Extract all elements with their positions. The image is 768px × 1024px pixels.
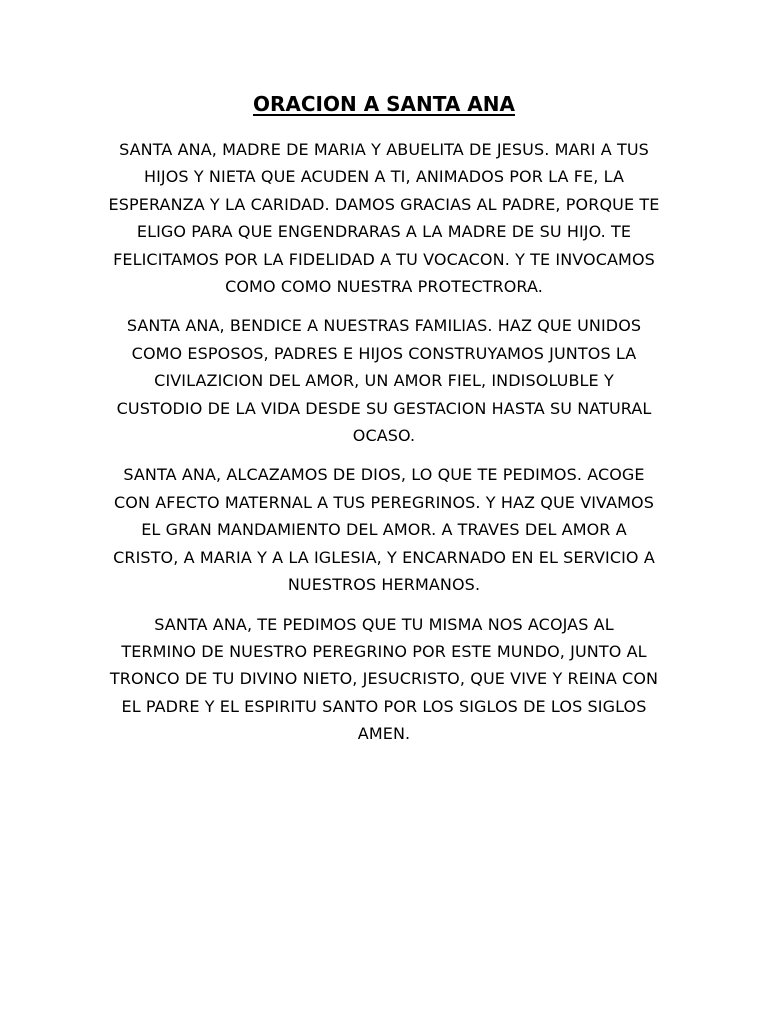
paragraph-line: ELIGO PARA QUE ENGENDRARAS A LA MADRE DE SU HIJO. TE bbox=[136, 222, 632, 242]
paragraph-line: EL GRAN MANDAMIENTO DEL AMOR. A TRAVES DEL AMOR A bbox=[141, 520, 627, 540]
paragraph-line: SANTA ANA, ALCAZAMOS DE DIOS, LO QUE TE PEDIMOS. ACOGE bbox=[123, 465, 645, 485]
paragraph-line: AMEN. bbox=[357, 724, 411, 744]
paragraph-line: CRISTO, A MARIA Y A LA IGLESIA, Y ENCARNADO EN EL SERVICIO A bbox=[113, 547, 655, 567]
paragraph-line: CON AFECTO MATERNAL A TUS PEREGRINOS. Y HAZ QUE VIVAMOS bbox=[114, 492, 654, 512]
paragraph-2 bbox=[100, 312, 668, 449]
paragraph-3 bbox=[100, 461, 668, 598]
paragraph-line: COMO ESPOSOS, PADRES E HIJOS CONSTRUYAMOS JUNTOS LA bbox=[131, 343, 637, 363]
prayer-body bbox=[100, 136, 668, 760]
paragraph-line: CUSTODIO DE LA VIDA DESDE SU GESTACION HASTA SU NATURAL bbox=[116, 398, 652, 418]
paragraph-line: SANTA ANA, TE PEDIMOS QUE TU MISMA NOS ACOJAS AL bbox=[154, 614, 614, 634]
paragraph-line: CIVILAZICION DEL AMOR, UN AMOR FIEL, INDISOLUBLE Y bbox=[154, 371, 614, 391]
paragraph-line: TERMINO DE NUESTRO PEREGRINO POR ESTE MUNDO, JUNTO AL bbox=[121, 641, 647, 661]
paragraph-line: HIJOS Y NIETA QUE ACUDEN A TI, ANIMADOS POR LA FE, LA bbox=[143, 167, 625, 187]
paragraph-line: TRONCO DE TU DIVINO NIETO, JESUCRISTO, QUE VIVE Y REINA CON bbox=[109, 669, 659, 689]
paragraph-line: FELICITAMOS POR LA FIDELIDAD A TU VOCACON. Y TE INVOCAMOS bbox=[113, 249, 655, 269]
paragraph-line: EL PADRE Y EL ESPIRITU SANTO POR LOS SIGLOS DE LOS SIGLOS bbox=[121, 696, 647, 716]
paragraph-line: SANTA ANA, MADRE DE MARIA Y ABUELITA DE JESUS. MARI A TUS bbox=[119, 140, 649, 159]
paragraph-4 bbox=[100, 611, 668, 748]
document-title: ORACION A SANTA ANA bbox=[253, 92, 515, 116]
paragraph-line: SANTA ANA, BENDICE A NUESTRAS FAMILIAS. HAZ QUE UNIDOS bbox=[126, 316, 642, 336]
paragraph-line: ESPERANZA Y LA CARIDAD. DAMOS GRACIAS AL PADRE, PORQUE TE bbox=[108, 194, 660, 214]
paragraph-line: NUESTROS HERMANOS. bbox=[287, 575, 481, 595]
paragraph-line: COMO COMO NUESTRA PROTECTRORA. bbox=[225, 277, 543, 297]
paragraph-line: OCASO. bbox=[352, 426, 416, 446]
paragraph-1 bbox=[100, 136, 668, 300]
